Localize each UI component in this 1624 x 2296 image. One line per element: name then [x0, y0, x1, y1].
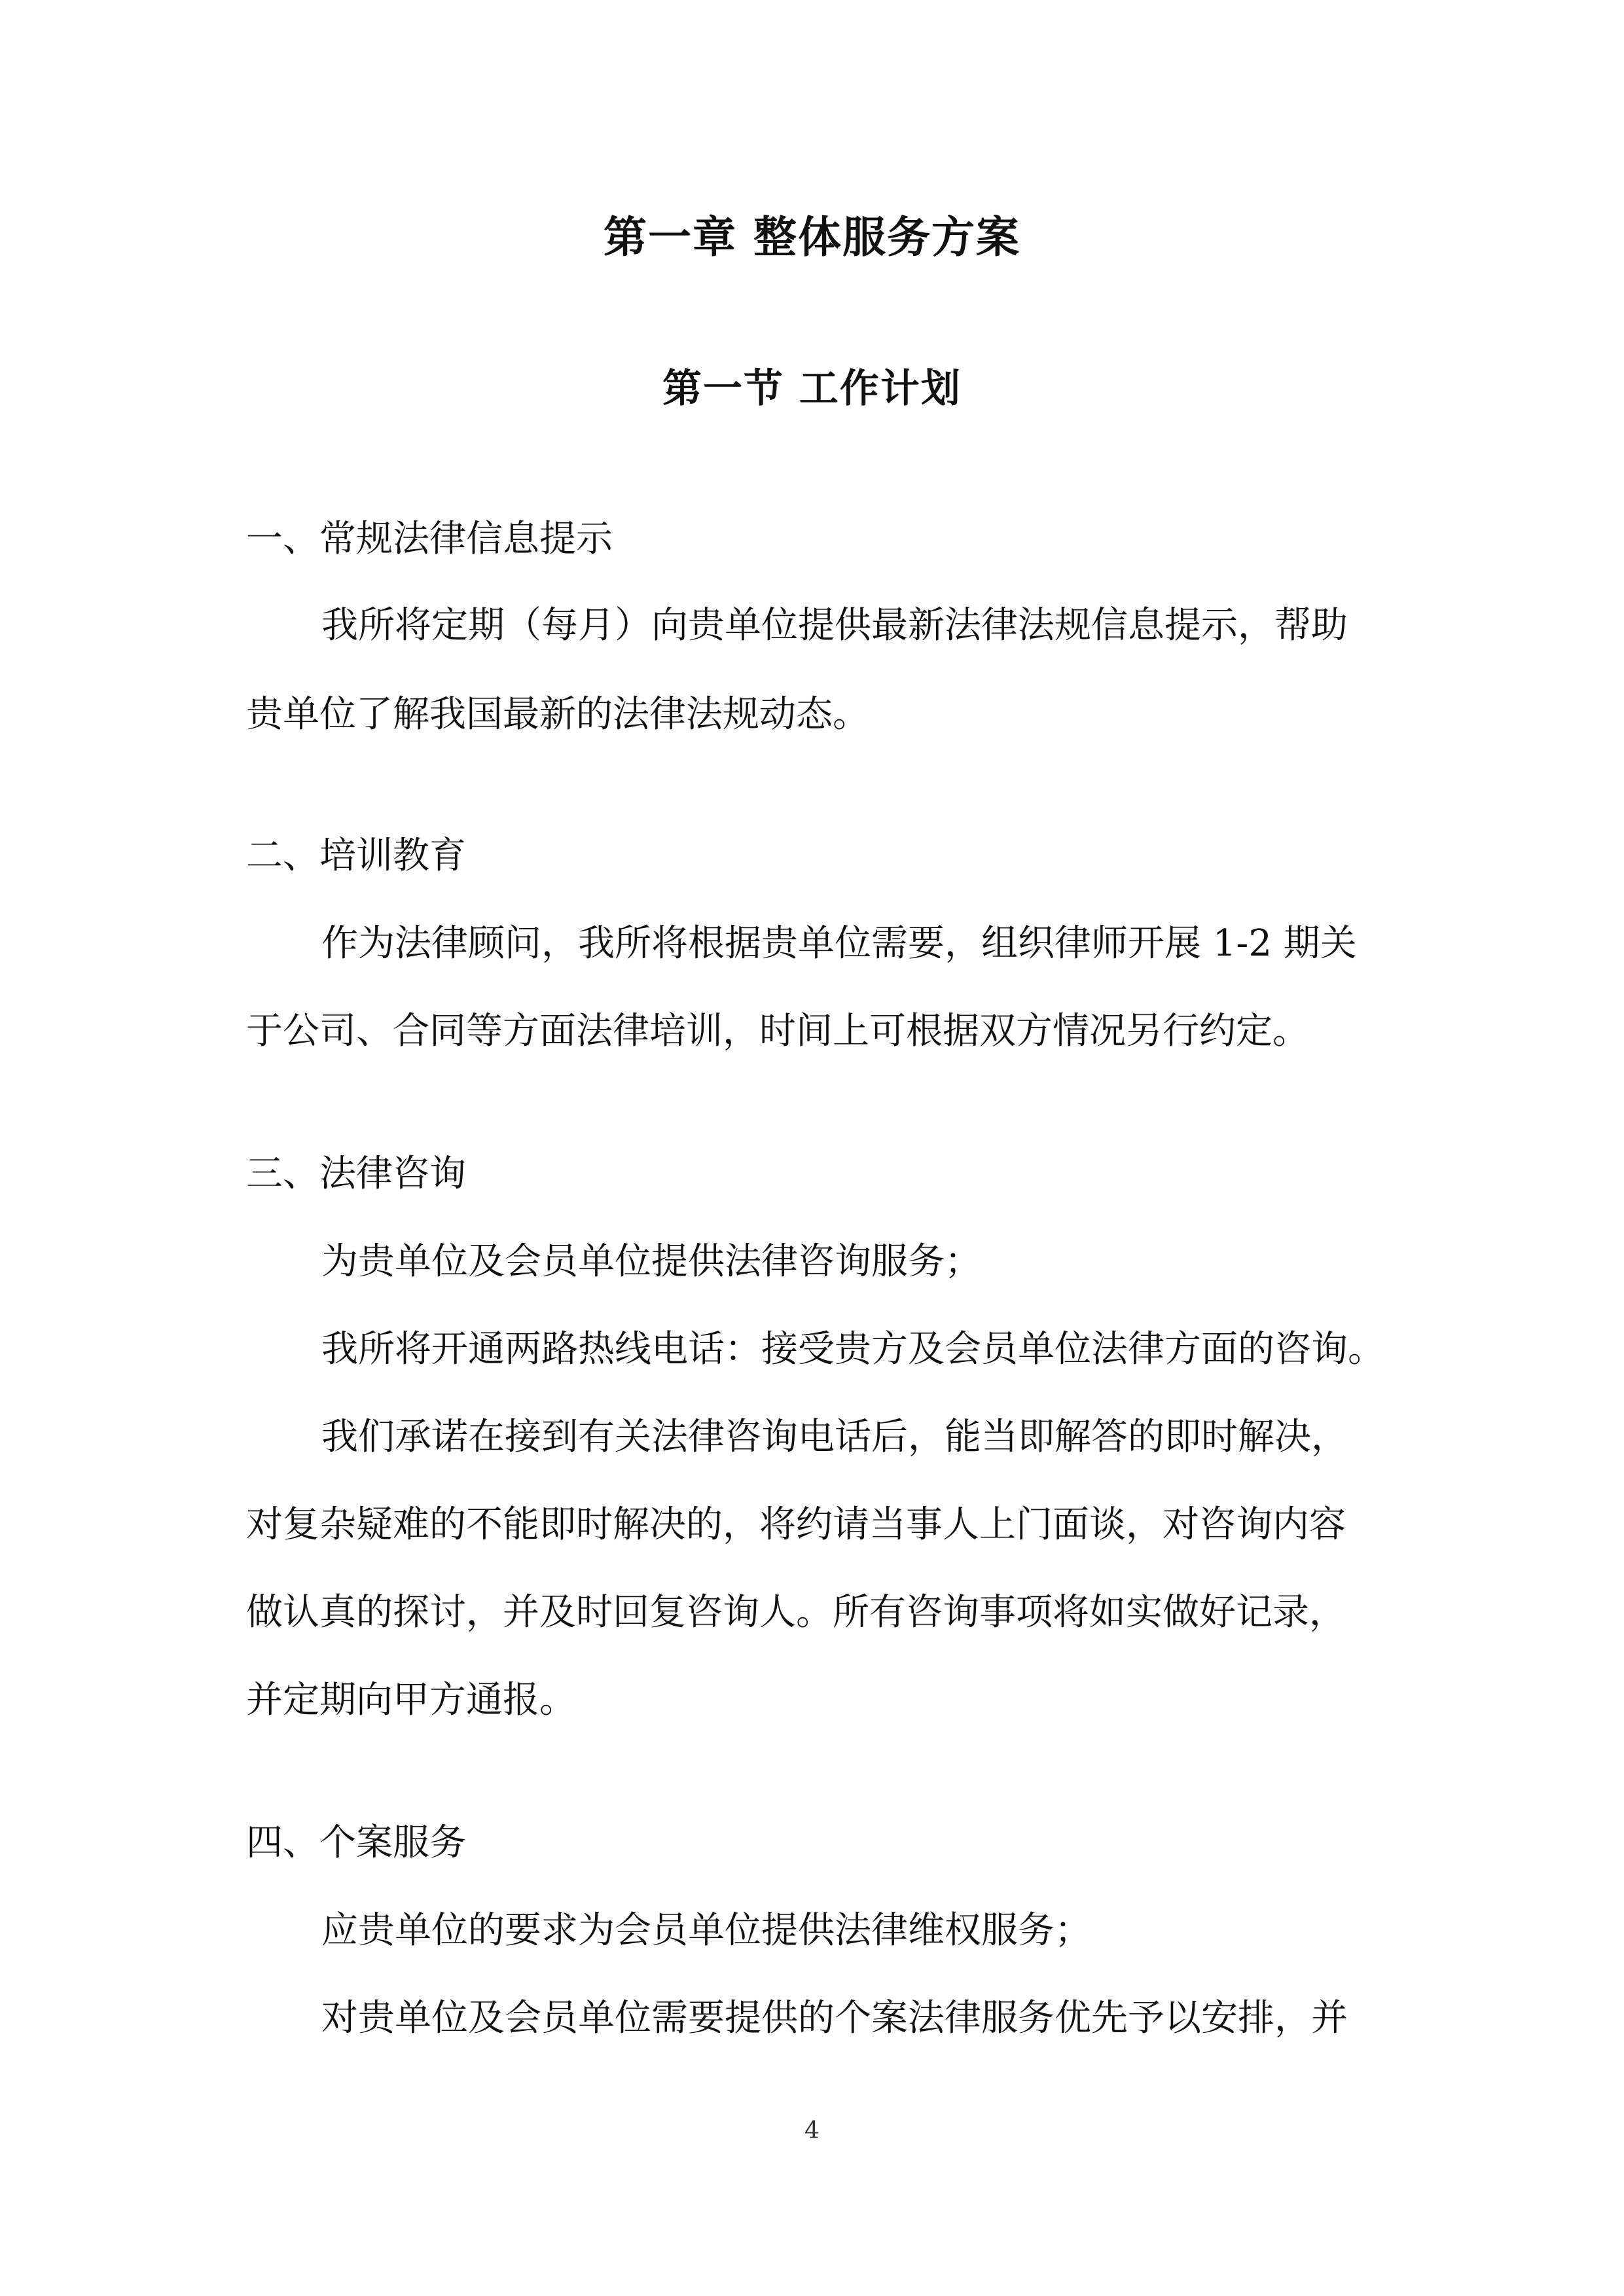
- paragraph-line: 作为法律顾问，我所将根据贵单位需要，组织律师开展 1-2 期关: [321, 922, 1357, 965]
- paragraph-line: 于公司、合同等方面法律培训，时间上可根据双方情况另行约定。: [246, 1010, 1309, 1052]
- paragraph-line: 我们承诺在接到有关法律咨询电话后，能当即解答的即时解决，: [321, 1416, 1348, 1458]
- heading-regular-legal-info: 一、常规法律信息提示: [246, 518, 613, 560]
- paragraph-line: 贵单位了解我国最新的法律法规动态。: [246, 693, 869, 736]
- paragraph-line: 应贵单位的要求为会员单位提供法律维权服务；: [321, 1909, 1091, 1952]
- heading-training: 二、培训教育: [246, 834, 466, 877]
- paragraph-line: 对复杂疑难的不能即时解决的，将约请当事人上门面谈，对咨询内容: [246, 1503, 1346, 1546]
- paragraph-line: 对贵单位及会员单位需要提供的个案法律服务优先予以安排，并: [321, 1997, 1348, 2039]
- heading-legal-consultation: 三、法律咨询: [246, 1153, 466, 1195]
- paragraph-line: 为贵单位及会员单位提供法律咨询服务；: [321, 1240, 981, 1283]
- page-number: 4: [804, 2117, 820, 2144]
- heading-case-service: 四、个案服务: [246, 1821, 466, 1864]
- paragraph-line: 并定期向甲方通报。: [246, 1679, 576, 1721]
- paragraph-line: 我所将定期（每月）向贵单位提供最新法律法规信息提示，帮助: [321, 604, 1348, 647]
- paragraph-line: 我所将开通两路热线电话：接受贵方及会员单位法律方面的咨询。: [321, 1328, 1384, 1371]
- section-title: 第一节 工作计划: [662, 366, 962, 412]
- chapter-title: 第一章 整体服务方案: [604, 212, 1020, 262]
- paragraph-line: 做认真的探讨，并及时回复咨询人。所有咨询事项将如实做好记录，: [246, 1591, 1346, 1634]
